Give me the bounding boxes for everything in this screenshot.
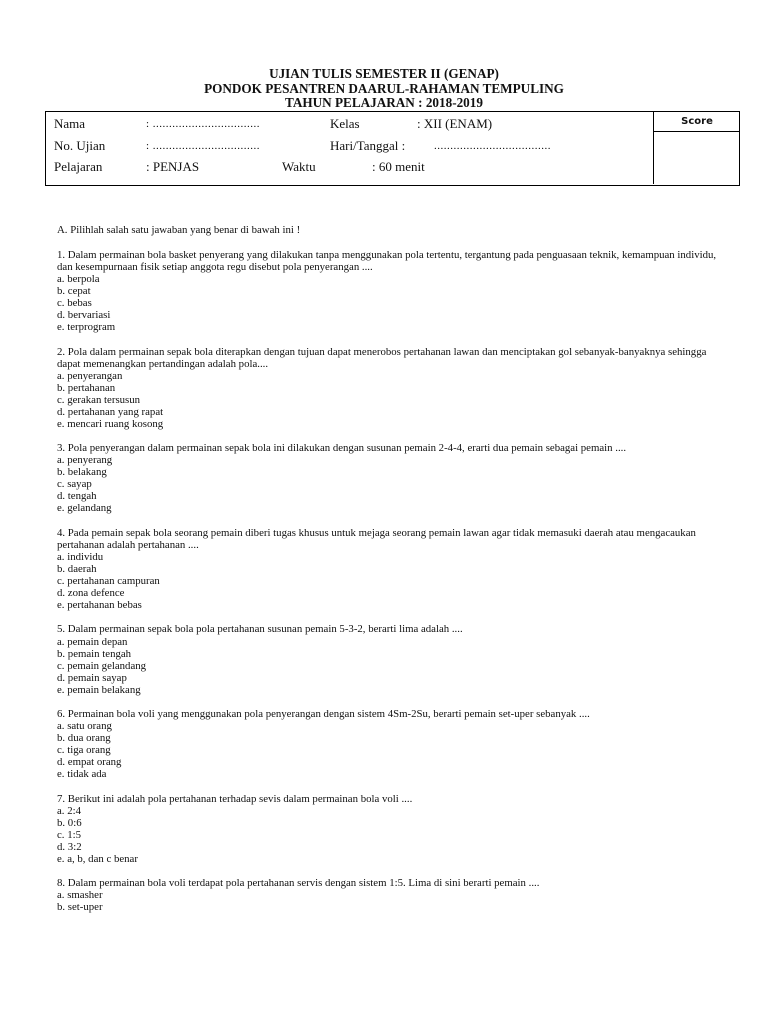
option-d: d. bervariasi: [57, 309, 111, 322]
option-a: a. penyerangan: [57, 369, 123, 382]
question-7: [57, 793, 717, 865]
instructions: A. Pilihlah salah satu jawaban yang benar di bawah ini !: [57, 224, 301, 236]
option-b: b. daerah: [57, 562, 97, 575]
answer-options: [57, 720, 717, 780]
option-e: e. gelandang: [57, 502, 112, 515]
option-c: c. sayap: [57, 478, 92, 491]
option-a: a. berpola: [57, 273, 100, 286]
question-8: [57, 877, 717, 913]
question-text: 4. Pada pemain sepak bola seorang pemain diberi tugas khusus untuk mejaga seorang pemain lawan agar tidak memasuki daerah atau mengacaukan pertahanan adalah pertahanan ....: [57, 526, 696, 551]
answer-options: [57, 273, 717, 333]
question-1: [57, 249, 717, 333]
pelajaran-label: Pelajaran: [54, 159, 103, 174]
option-e: e. pertahanan bebas: [57, 599, 142, 612]
answer-options: [57, 889, 717, 913]
question-text: 5. Dalam permainan sepak bola pola pertahanan susunan pemain 5-3-2, berarti lima adalah ....: [57, 623, 463, 636]
question-text: 2. Pola dalam permainan sepak bola diterapkan dengan tujuan dapat menerobos pertahanan lawan dan menciptakan gol sebanyak-banyaknya sehingga dapat memenangkan pertandingan adalah pola....: [57, 345, 707, 370]
academic-year: TAHUN PELAJARAN : 2018-2019: [285, 95, 483, 110]
answer-options: [57, 370, 717, 430]
kelas-label: Kelas: [330, 116, 360, 131]
option-c: c. bebas: [57, 297, 92, 310]
answer-options: [57, 454, 717, 514]
option-a: a. satu orang: [57, 720, 112, 733]
question-list: [57, 249, 717, 926]
option-a: a. 2:4: [57, 804, 81, 817]
option-b: b. 0:6: [57, 816, 82, 829]
option-d: d. pertahanan yang rapat: [57, 405, 164, 418]
question-6: [57, 708, 717, 780]
question-text: 6. Permainan bola voli yang menggunakan pola penyerangan dengan sistem 4Sm-2Su, berarti pemain set-uper sebanyak ....: [57, 708, 590, 721]
option-c: c. tiga orang: [57, 744, 111, 757]
pelajaran-value: : PENJAS: [146, 159, 200, 174]
question-text: 7. Berikut ini adalah pola pertahanan terhadap sevis dalam permainan bola voli ....: [57, 792, 413, 805]
question-text: 3. Pola penyerangan dalam permainan sepak bola ini dilakukan dengan susunan pemain 2-4-4, erarti dua pemain sebagai pemain ....: [57, 442, 627, 455]
score-box: [653, 112, 740, 184]
answer-options: [57, 805, 717, 865]
nama-field[interactable]: : .................................: [146, 118, 261, 130]
option-d: d. 3:2: [57, 840, 82, 853]
option-b: b. set-uper: [57, 901, 103, 914]
option-e: e. tidak ada: [57, 768, 107, 781]
question-text: 8. Dalam permainan bola voli terdapat pola pertahanan servis dengan sistem 1:5. Lima di sini berarti pemain ....: [57, 877, 540, 890]
score-label: Score: [654, 112, 740, 132]
option-b: b. belakang: [57, 466, 107, 479]
ujian-label: No. Ujian: [54, 138, 106, 153]
option-c: c. pemain gelandang: [57, 659, 147, 672]
option-d: d. tengah: [57, 490, 97, 503]
option-e: e. a, b, dan c benar: [57, 852, 138, 865]
option-b: b. pemain tengah: [57, 647, 132, 660]
question-3: [57, 442, 717, 514]
nama-label: Nama: [54, 116, 86, 131]
exam-header: [0, 67, 768, 111]
waktu-value: : 60 menit: [372, 159, 425, 174]
option-c: c. gerakan tersusun: [57, 393, 141, 406]
answer-options: [57, 636, 717, 696]
option-d: d. zona defence: [57, 587, 125, 600]
student-info-box: [45, 111, 740, 186]
school-name: PONDOK PESANTREN DAARUL-RAHAMAN TEMPULING: [204, 80, 564, 96]
question-2: [57, 346, 717, 430]
answer-options: [57, 551, 717, 611]
option-c: c. 1:5: [57, 828, 81, 841]
option-c: c. pertahanan campuran: [57, 575, 160, 588]
option-e: e. pemain belakang: [57, 683, 141, 696]
question-4: [57, 527, 717, 611]
option-b: b. pertahanan: [57, 381, 116, 394]
question-text: 1. Dalam permainan bola basket penyerang yang dilakukan tanpa menggunakan pola tertentu, tergantung pada penguasaan teknik, kemampuan individu, dan kesempurnaan fisik setiap anggota regu disebut pola penyerangan ....: [57, 249, 717, 274]
option-d: d. empat orang: [57, 756, 122, 769]
question-5: [57, 623, 717, 695]
option-b: b. dua orang: [57, 732, 111, 745]
option-a: a. penyerang: [57, 454, 113, 467]
option-b: b. cepat: [57, 285, 91, 298]
option-a: a. pemain depan: [57, 635, 128, 648]
hari-label: Hari/Tanggal :: [330, 138, 406, 153]
waktu-label: Waktu: [282, 159, 316, 174]
kelas-value: : XII (ENAM): [417, 116, 493, 131]
option-d: d. pemain sayap: [57, 671, 127, 684]
exam-title: UJIAN TULIS SEMESTER II (GENAP): [269, 66, 499, 81]
option-a: a. smasher: [57, 889, 103, 902]
ujian-field[interactable]: : .................................: [146, 140, 261, 152]
option-a: a. individu: [57, 550, 104, 563]
hari-field[interactable]: ....................................: [434, 140, 551, 152]
option-e: e. mencari ruang kosong: [57, 417, 164, 430]
option-e: e. terprogram: [57, 321, 116, 334]
